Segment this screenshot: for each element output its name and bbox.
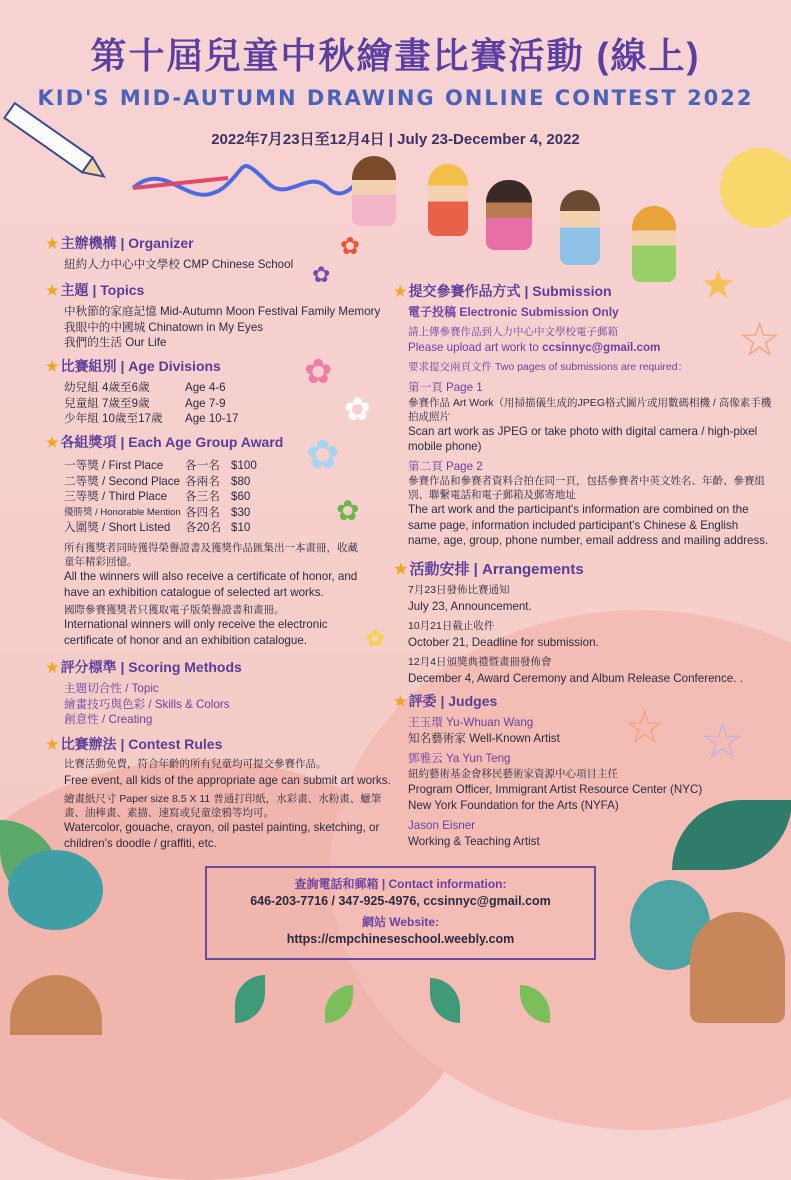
list-item: 我眼中的中國城 Chinatown in My Eyes bbox=[64, 320, 264, 334]
table-cell: Age 10-17 bbox=[185, 412, 239, 425]
arrangements-heading bbox=[394, 558, 584, 579]
heading-text: 評分標準 | Scoring Methods bbox=[60, 659, 242, 675]
star-decoration-icon: ☆ bbox=[624, 701, 666, 753]
contact-box bbox=[205, 866, 596, 960]
star-icon: ★ bbox=[394, 693, 407, 709]
table-cell: 入圍獎 / Short Listed bbox=[64, 521, 171, 534]
rule-text: Watercolor, gouache, crayon, oil pastel painting, sketching, or children's doodle / graffiti, etc. bbox=[64, 821, 380, 850]
list-item: 繪畫技巧與色彩 / Skills & Colors bbox=[64, 697, 230, 711]
submission-subheading: 電子投稿 Electronic Submission Only bbox=[408, 305, 619, 319]
contact-phones: 646-203-7716 / 347-925-4976, ccsinnyc@gmail.com bbox=[250, 894, 551, 908]
kid-illustration bbox=[486, 180, 532, 250]
heading-text: 各組獎項 | Each Age Group Award bbox=[60, 434, 284, 450]
awards-table bbox=[64, 458, 257, 536]
age-divisions-heading bbox=[46, 356, 221, 376]
table-cell: $80 bbox=[231, 474, 251, 488]
table-cell: 一等獎 / First Place bbox=[64, 459, 164, 472]
note-text: International winners will only receive the electronic certificate of honor and an exhibition catalogue. bbox=[64, 618, 328, 647]
table-cell: 三等獎 / Third Place bbox=[64, 490, 168, 503]
judge-title: 知名藝術家 Well-Known Artist bbox=[408, 731, 560, 745]
table-cell: 幼兒組 4歲至6歲 bbox=[64, 381, 150, 394]
rule-text: 比賽活動免費，符合年齡的所有兒童均可提交參賽作品。 bbox=[64, 758, 327, 770]
star-icon: ★ bbox=[394, 561, 408, 578]
contact-heading: 查詢電話和郵箱 | Contact information: bbox=[294, 877, 507, 891]
awards-note bbox=[64, 541, 364, 648]
star-icon: ★ bbox=[46, 235, 59, 251]
contest-dates: 2022年7月23日至12月4日 | July 23-December 4, 2022 bbox=[211, 131, 580, 148]
list-item: 創意性 / Creating bbox=[64, 713, 153, 726]
page2-text: 參賽作品和參賽者資料合拍在同一頁，包括參賽者中英文姓名、年齡、參賽組別、聯繫電話和電子郵箱及郵寄地址 bbox=[408, 475, 765, 501]
table-cell: $10 bbox=[231, 521, 251, 534]
table-cell: 各兩名 bbox=[185, 474, 220, 488]
submission-body bbox=[408, 305, 773, 549]
page1-text: Scan art work as JPEG or take photo with digital camera / high-pixel mobile phone) bbox=[408, 424, 758, 453]
scoring-list bbox=[64, 681, 230, 728]
scoring-heading bbox=[46, 657, 242, 677]
item-zh: 12月4日頒獎典禮暨畫冊發佈會 bbox=[408, 656, 552, 668]
table-cell: 各四名 bbox=[185, 505, 220, 519]
judge-title: Program Officer, Immigrant Artist Resource Center (NYC) bbox=[408, 783, 703, 796]
star-icon: ★ bbox=[46, 358, 59, 374]
kid-illustration bbox=[560, 190, 600, 265]
heading-text: 比賽組別 | Age Divisions bbox=[60, 358, 221, 374]
table-cell: Age 7-9 bbox=[185, 396, 226, 410]
judges-heading bbox=[394, 691, 497, 711]
star-decoration-icon: ☆ bbox=[738, 314, 782, 367]
page1-title: 第一頁 Page 1 bbox=[408, 381, 483, 394]
judge-title: 紐約藝術基金會移民藝術家資源中心項目主任 bbox=[408, 767, 618, 780]
heading-text: 主辦機構 | Organizer bbox=[60, 235, 194, 251]
scribble-icon bbox=[128, 158, 358, 218]
submission-text: 要求提交兩頁文件 Two pages of submissions are required： bbox=[408, 360, 689, 373]
table-row bbox=[64, 489, 257, 505]
heading-text: 比賽辦法 | Contest Rules bbox=[60, 736, 223, 752]
note-text: 國際參賽獲獎者只獲取電子版榮譽證書和畫冊。 bbox=[64, 604, 285, 616]
topics-list bbox=[64, 304, 380, 351]
star-icon: ★ bbox=[46, 736, 59, 752]
list-item: 我們的生活 Our Life bbox=[64, 336, 167, 349]
heading-text: 提交參賽作品方式 | Submission bbox=[408, 283, 612, 299]
table-row bbox=[64, 411, 239, 427]
table-cell: 二等獎 / Second Place bbox=[64, 474, 180, 488]
email-link[interactable]: ccsinnyc@gmail.com bbox=[542, 341, 661, 354]
table-cell: 兒童組 7歲至9歲 bbox=[64, 396, 150, 410]
table-cell: 各一名 bbox=[185, 459, 220, 472]
heading-text: 主題 | Topics bbox=[60, 282, 145, 298]
star-icon: ★ bbox=[394, 283, 407, 299]
page1-text: 參賽作品 Art Work（用掃描儀生成的JPEG格式圖片或用數碼相機 / 高像素手機拍成照片 bbox=[408, 396, 772, 423]
table-cell: $100 bbox=[231, 459, 257, 472]
table-cell: 各三名 bbox=[185, 490, 220, 503]
rule-text: 繪畫紙尺寸 Paper size 8.5 X 11 普通打印紙，水彩畫、水粉畫、蠟筆畫、油棒畫、素描、速寫或兒童塗鴉等均可。 bbox=[64, 793, 382, 819]
website-link[interactable]: https://cmpchineseschool.weebly.com bbox=[286, 932, 515, 946]
star-icon: ★ bbox=[46, 659, 59, 675]
item-zh: 10月21日截止收件 bbox=[408, 620, 495, 632]
star-decoration-icon: ☆ bbox=[700, 713, 745, 769]
flower-icon: ✿ bbox=[312, 262, 331, 287]
tree-icon bbox=[8, 850, 103, 930]
submission-heading bbox=[394, 281, 612, 301]
heading-text: 活動安排 | Arrangements bbox=[409, 561, 584, 578]
flower-icon: ✿ bbox=[306, 433, 340, 477]
judge-name: 鄧雅云 Ya Yun Teng bbox=[408, 752, 511, 765]
judge-name: Jason Eisner bbox=[408, 819, 476, 832]
title-en: KID'S MID-AUTUMN DRAWING ONLINE CONTEST 2022 bbox=[37, 86, 754, 110]
arrangements-list bbox=[408, 583, 778, 686]
topics-heading bbox=[46, 280, 144, 300]
heading-text: 評委 | Judges bbox=[408, 693, 498, 709]
table-cell: $60 bbox=[231, 490, 251, 503]
list-item bbox=[408, 619, 778, 650]
list-item: 中秋節的家庭記憶 Mid-Autumn Moon Festival Family Memory bbox=[64, 305, 381, 318]
flower-icon: ✿ bbox=[336, 495, 360, 526]
kid-illustration bbox=[632, 206, 676, 282]
table-cell: $30 bbox=[231, 505, 251, 519]
flower-icon: ✿ bbox=[340, 233, 361, 260]
item-en: July 23, Announcement. bbox=[408, 599, 532, 613]
awards-heading bbox=[46, 432, 283, 452]
submission-text-en: Please upload art work to bbox=[408, 341, 543, 354]
star-icon: ★ bbox=[46, 434, 59, 450]
organizer-text: 紐約人力中心中文學校 CMP Chinese School bbox=[64, 258, 294, 271]
submission-text bbox=[408, 340, 773, 356]
title-zh: 第十屆兒童中秋繪畫比賽活動 (線上) bbox=[90, 35, 701, 76]
table-cell: Age 4-6 bbox=[185, 381, 226, 394]
bear-icon bbox=[690, 912, 785, 1023]
rules-heading bbox=[46, 734, 222, 754]
website-heading: 網站 Website: bbox=[361, 915, 440, 929]
list-item: 主題切合性 / Topic bbox=[64, 682, 159, 695]
table-row bbox=[64, 505, 257, 521]
judge-title: Working & Teaching Artist bbox=[408, 834, 540, 848]
flower-icon: ✿ bbox=[344, 391, 371, 427]
page2-title: 第二頁 Page 2 bbox=[408, 459, 483, 473]
submission-text: 請上傳參賽作品到人力中心中文學校電子郵箱 bbox=[408, 325, 618, 338]
table-row bbox=[64, 520, 257, 536]
note-text: 所有獲獎者同時獲得榮譽證書及獲獎作品匯集出一本畫冊，收藏童年精彩回憶。 bbox=[64, 542, 358, 568]
page2-text: The art work and the participant's information are combined on the same page, information included participant's Chinese & English name, age, group, phone number, email address and mailing address. bbox=[408, 503, 769, 547]
table-cell: 少年組 10歲至17歲 bbox=[64, 412, 163, 425]
table-row bbox=[64, 474, 257, 490]
item-en: October 21, Deadline for submission. bbox=[408, 635, 599, 649]
flower-icon: ✿ bbox=[366, 626, 385, 651]
kid-illustration bbox=[352, 156, 396, 226]
list-item bbox=[408, 655, 778, 686]
kid-illustration bbox=[428, 164, 468, 236]
list-item bbox=[408, 583, 778, 614]
star-decoration-icon: ★ bbox=[700, 263, 736, 307]
item-zh: 7月23日發佈比賽通知 bbox=[408, 584, 510, 596]
sun-icon bbox=[720, 148, 791, 228]
table-cell: 各20名 bbox=[185, 521, 222, 534]
rule-text: Free event, all kids of the appropriate age can submit art works. bbox=[64, 773, 391, 787]
age-divisions-table bbox=[64, 380, 239, 427]
organizer-heading bbox=[46, 233, 194, 253]
table-row bbox=[64, 396, 239, 412]
table-cell: 優勝獎 / Honorable Mention bbox=[64, 506, 181, 518]
table-row bbox=[64, 458, 257, 474]
judge-name: 王玉環 Yu-Whuan Wang bbox=[408, 716, 534, 729]
note-text: All the winners will also receive a certificate of honor, and have an exhibition catalogue of selected art works. bbox=[64, 570, 358, 599]
flower-icon: ✿ bbox=[304, 353, 333, 391]
item-en: December 4, Award Ceremony and Album Release Conference. . bbox=[408, 671, 743, 685]
star-icon: ★ bbox=[46, 282, 59, 298]
rules-text bbox=[64, 757, 394, 851]
judge-title: New York Foundation for the Arts (NYFA) bbox=[408, 798, 619, 812]
table-row bbox=[64, 380, 239, 396]
